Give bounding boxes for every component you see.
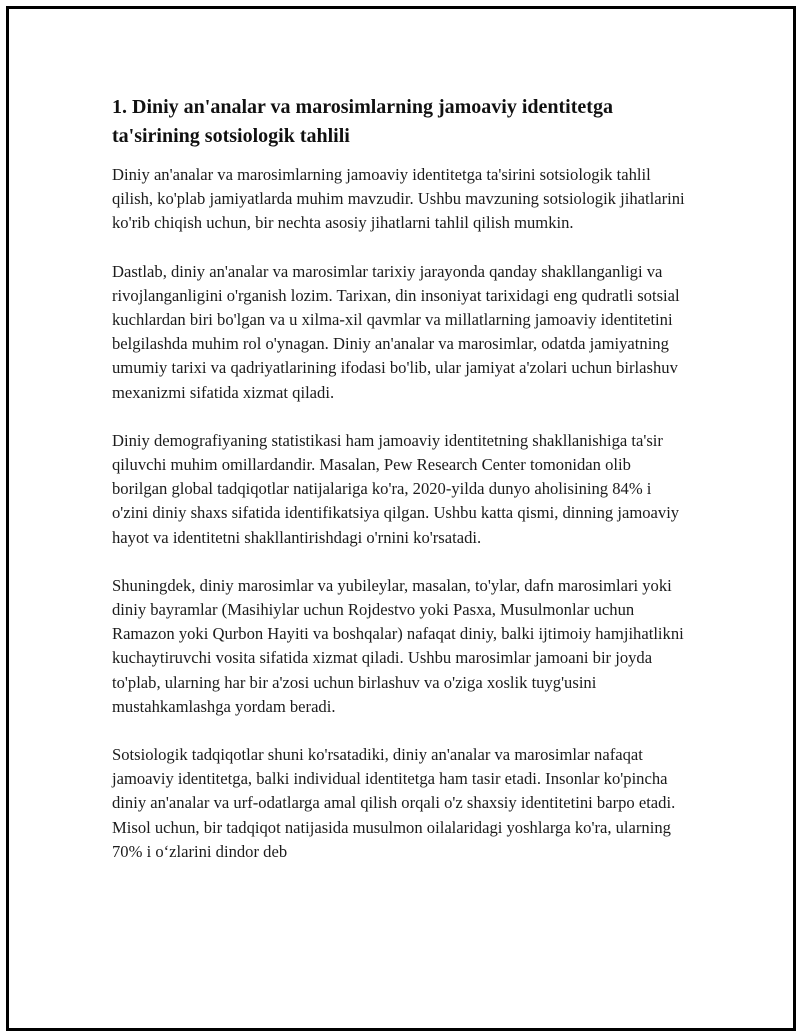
section-heading: 1. Diniy an'analar va marosimlarning jamoaviy identitetga ta'sirining sotsiologik tahlili: [112, 96, 613, 147]
paragraph-5: Sotsiologik tadqiqotlar shuni ko'rsatadiki, diniy an'analar va marosimlar nafaqat jamoaviy identitetga, balki individual identitetga ham tasir etadi. Insonlar ko'pincha diniy an'analar va urf-odatlarga amal qilish orqali o'z shaxsiy identitetini barpo etadi. Misol uchun, bir tadqiqot natijasida musulmon oilalaridagi yoshlarga ko'ra, ularning 70% i o‘zlarini dindor deb: [112, 745, 676, 861]
document-body: [112, 93, 687, 888]
paragraph-2: Dastlab, diniy an'analar va marosimlar tarixiy jarayonda qanday shakllanganligi va rivojlanganligini o'rganish lozim. Tarixan, din insoniyat tarixidagi eng qudratli sotsial kuchlardan biri bo'lgan va u xilma-xil qavmlar va millatlarning jamoaviy identitetini belgilashda muhim rol o'ynagan. Diniy an'analar va marosimlar, odatda jamiyatning umumiy tarixi va qadriyatlarining ifodasi bo'lib, ular jamiyat a'zolari uchun birlashuv mexanizmi sifatida xizmat qiladi.: [112, 261, 680, 402]
paragraph-4: Shuningdek, diniy marosimlar va yubileylar, masalan, to'ylar, dafn marosimlari yoki diniy bayramlar (Masihiylar uchun Rojdestvo yoki Pasxa, Musulmonlar uchun Ramazon yoki Qurbon Hayiti va boshqalar) nafaqat diniy, balki ijtimoiy hamjihatlikni kuchaytiruvchi vosita sifatida xizmat qiladi. Ushbu marosimlar jamoani bir joyda to'plab, ularning har bir a'zosi uchun birlashuv va o'ziga xoslik tuyg'usini mustahkamlashga yordam beradi.: [112, 575, 684, 716]
paragraph-3: Diniy demografiyaning statistikasi ham jamoaviy identitetning shakllanishiga ta'sir qiluvchi muhim omillardandir. Masalan, Pew Research Center tomonidan olib borilgan global tadqiqotlar natijalariga ko'ra, 2020-yilda dunyo aholisining 84% i o'zini diniy shaxs sifatida identifikatsiya qilgan. Ushbu katta qismi, dinning jamoaviy hayot va identitetni shakllantirishdagi o'rnini ko'rsatadi.: [112, 430, 680, 547]
paragraph-1: Diniy an'analar va marosimlarning jamoaviy identitetga ta'sirini sotsiologik tahlil qilish, ko'plab jamiyatlarda muhim mavzudir. Ushbu mavzuning sotsiologik jihatlarini ko'rib chiqish uchun, bir nechta asosiy jihatlarni tahlil qilish mumkin.: [112, 165, 685, 233]
